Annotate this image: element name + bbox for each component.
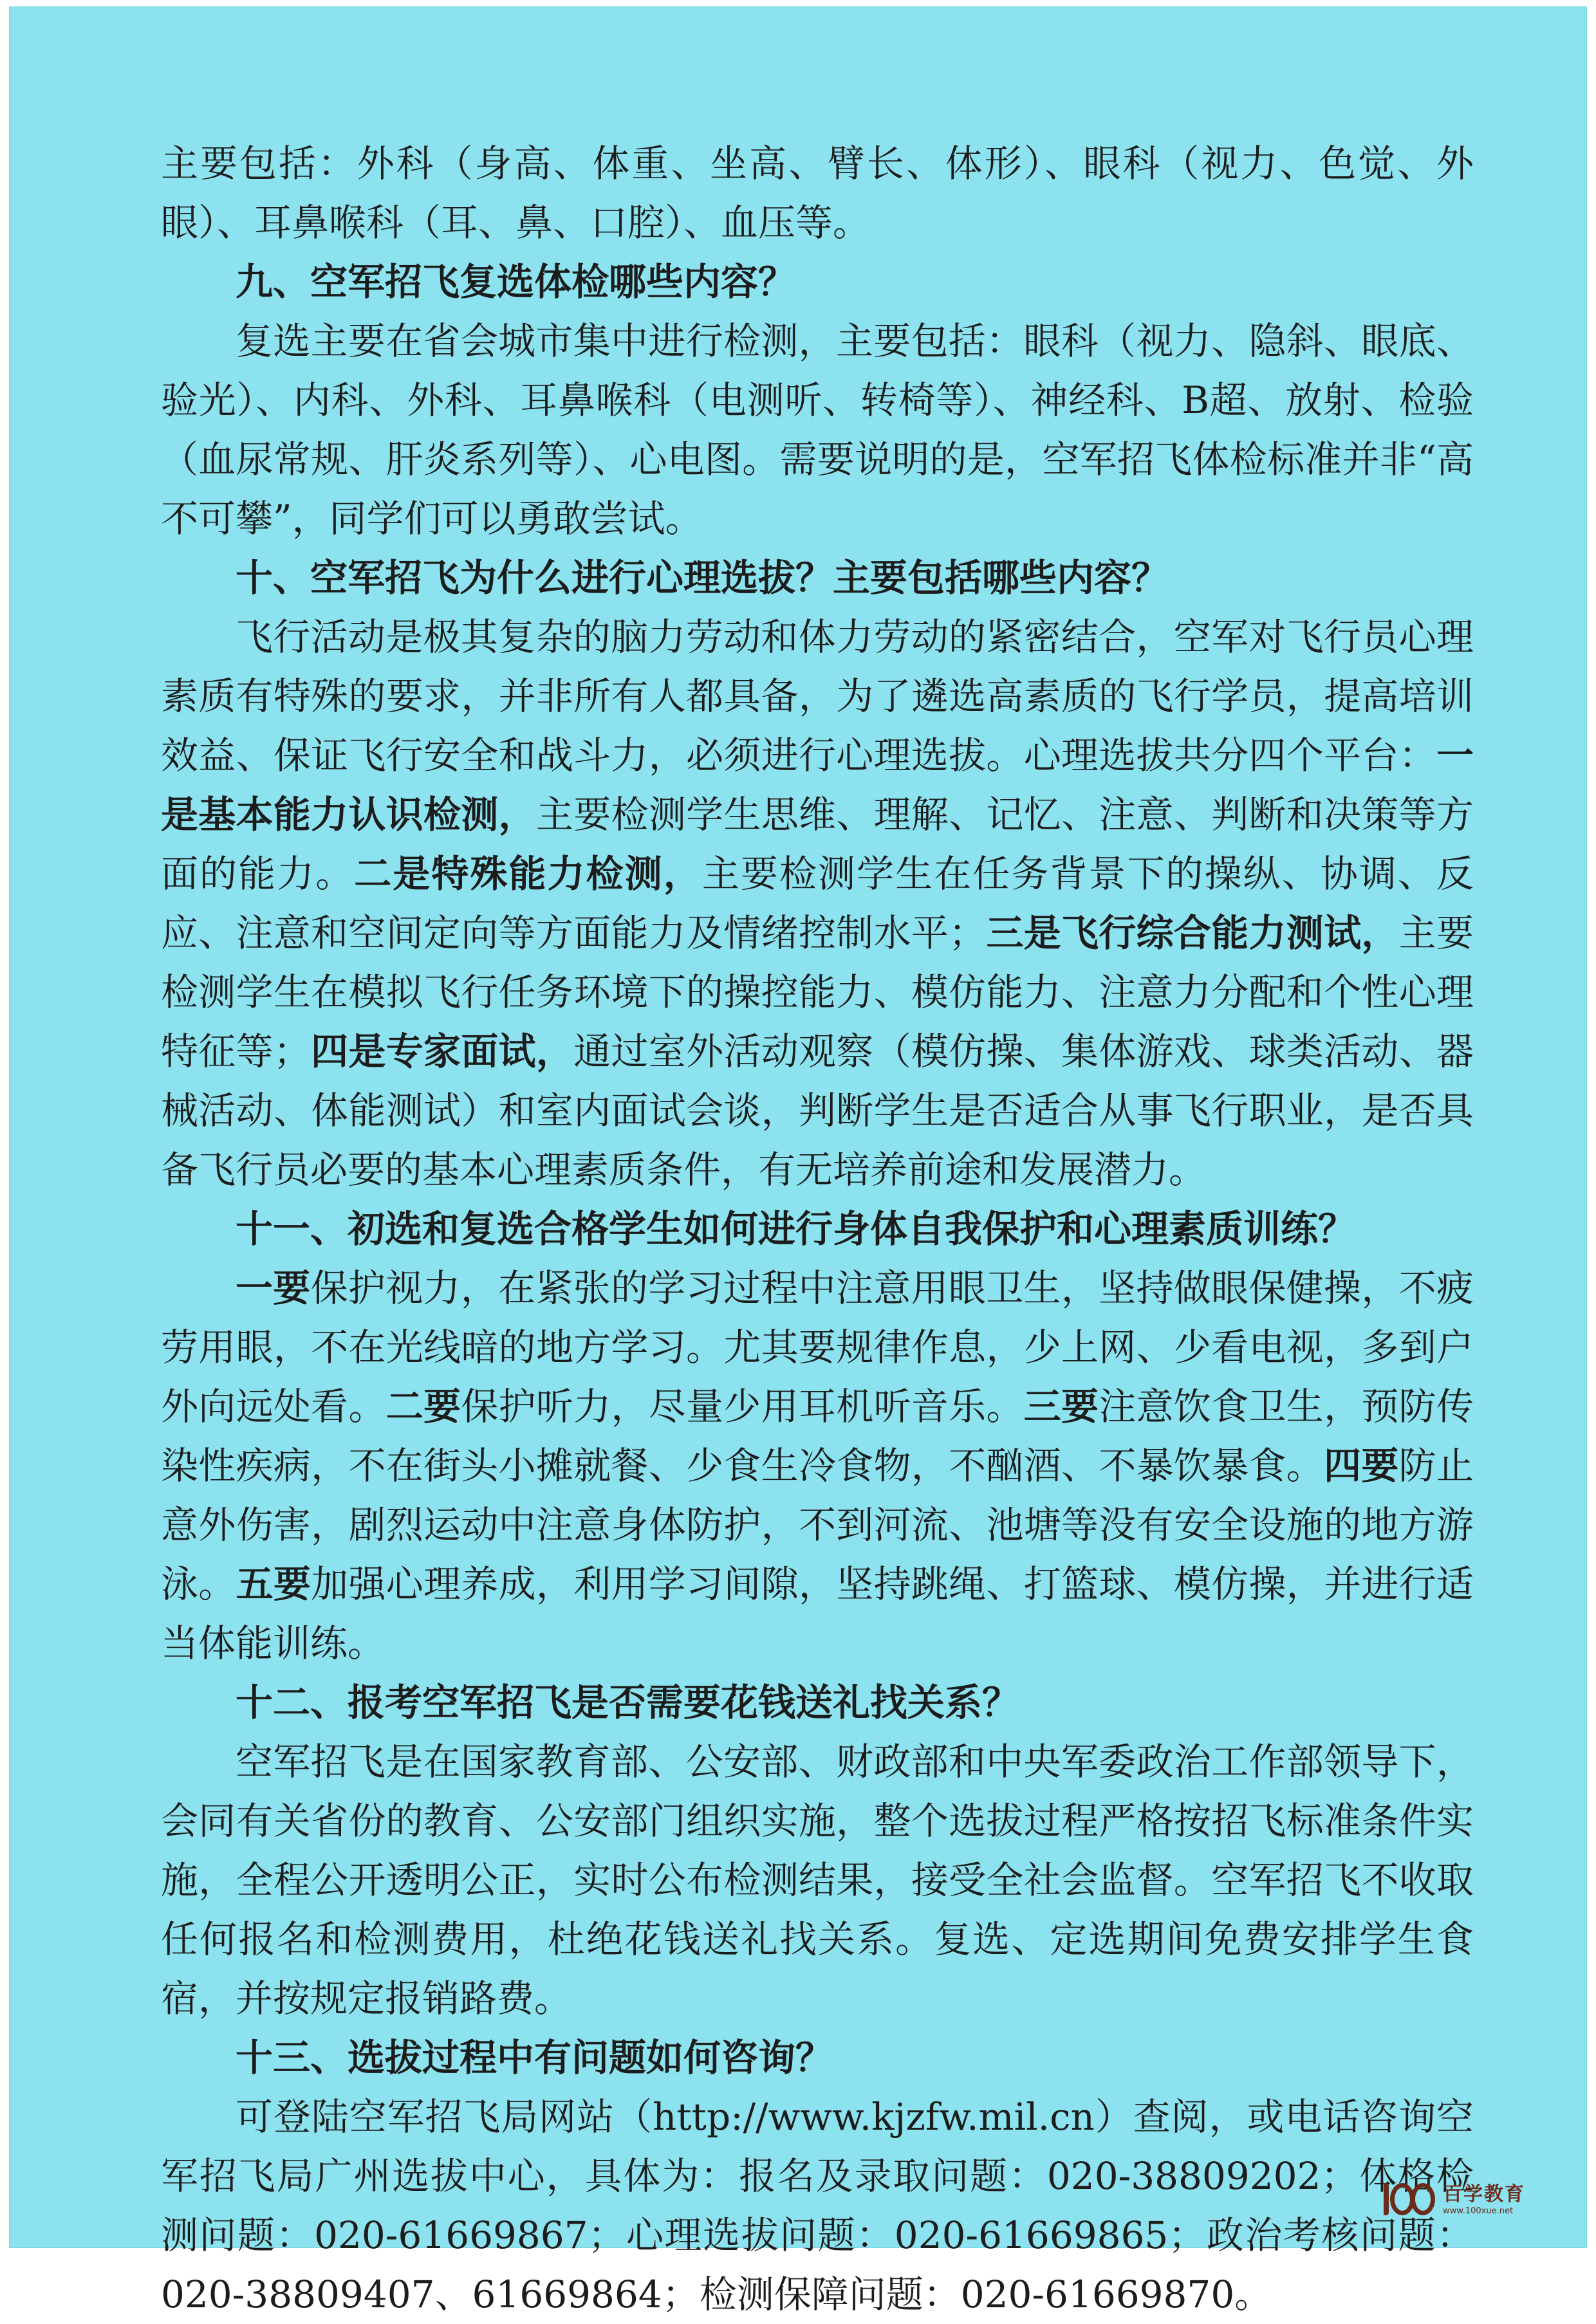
text-run: 可登陆空军招飞局网站（http://www.kjzfw.mil.cn）查阅，或电话咨询空军招飞局广州选拔中心，具体为：报名及录取问题：020-38809202；体格检测问题：020-61669867；心理选拔问题：020-61669865；政治考核问题：020-38809407、61669864；检测保障问题：020-61669870。 xyxy=(161,2095,1474,2316)
logo-100-icon xyxy=(1375,2179,1436,2220)
section-heading: 十、空军招飞为什么进行心理选拔？主要包括哪些内容？ xyxy=(236,556,1169,600)
section-heading: 九、空军招飞复选体检哪些内容？ xyxy=(236,260,796,304)
document-page xyxy=(9,6,1587,2316)
text-run: 防止意外伤害，剧烈运动中注意身体防护，不到河流、池塘等没有安全设施的地方游泳。 xyxy=(161,1444,1474,1606)
text-run: 复选主要在省会城市集中进行检测，主要包括：眼科（视力、隐斜、眼底、验光）、内科、外科、耳鼻喉科（电测听、转椅等）、神经科、B超、放射、检验（血尿常规、肝炎系列等）、心电图。需要说明的是，空军招飞体检标准并非“高不可攀”，同学们可以勇敢尝试。 xyxy=(161,319,1474,540)
text-run: 加强心理养成，利用学习间隙，坚持跳绳、打篮球、模仿操，并进行适当体能训练。 xyxy=(161,1562,1474,1665)
bold-phrase: 一是基本能力认识检测， xyxy=(161,733,1474,836)
bold-phrase: 五要 xyxy=(236,1562,311,1606)
text-run: 保护听力，尽量少用耳机听音乐。 xyxy=(461,1385,1024,1428)
section-heading: 十一、初选和复选合格学生如何进行身体自我保护和心理素质训练？ xyxy=(236,1207,1356,1251)
text-run: 主要包括：外科（身高、体重、坐高、臂长、体形）、眼科（视力、色觉、外眼）、耳鼻喉科（耳、鼻、口腔）、血压等。 xyxy=(161,142,1474,244)
bold-phrase: 四是专家面试， xyxy=(310,1029,574,1073)
text-run: 主要检测学生思维、理解、记忆、注意、判断和决策等方面的能力。 xyxy=(161,793,1474,896)
text-run: 主要检测学生在任务背景下的操纵、协调、反应、注意和空间定向等方面能力及情绪控制水平； xyxy=(161,852,1474,955)
section-heading: 十二、报考空军招飞是否需要花钱送礼找关系？ xyxy=(236,1681,1020,1724)
text-run: 主要检测学生在模拟飞行任务环境下的操控能力、模仿能力、注意力分配和个性心理特征等； xyxy=(161,911,1474,1073)
paragraph xyxy=(161,2087,1474,2324)
text-run: 保护视力，在紧张的学习过程中注意用眼卫生，坚持做眼保健操，不疲劳用眼，不在光线暗的地方学习。尤其要规律作息，少上网、少看电视，多到户外向远处看。 xyxy=(161,1266,1474,1428)
bold-phrase: 四要 xyxy=(1324,1444,1399,1488)
watermark-logo xyxy=(1375,2177,1525,2222)
paragraph xyxy=(161,311,1474,548)
bold-phrase: 三是飞行综合能力测试， xyxy=(986,911,1399,955)
paragraph xyxy=(161,1732,1474,2028)
logo-url: www.100xue.net xyxy=(1443,2206,1514,2216)
paragraph xyxy=(161,134,1474,252)
text-run: 通过室外活动观察（模仿操、集体游戏、球类活动、器械活动、体能测试）和室内面试会谈，判断学生是否适合从事飞行职业，是否具备飞行员必要的基本心理素质条件，有无培养前途和发展潜力。 xyxy=(161,1029,1474,1192)
logo-name: 百学教育 xyxy=(1443,2182,1525,2206)
document-body xyxy=(161,134,1474,2324)
text-run: 飞行活动是极其复杂的脑力劳动和体力劳动的紧密结合，空军对飞行员心理素质有特殊的要求，并非所有人都具备，为了遴选高素质的飞行学员，提高培训效益、保证飞行安全和战斗力，必须进行心理选拔。心理选拔共分四个平台： xyxy=(161,615,1474,777)
bold-phrase: 二要 xyxy=(385,1385,461,1428)
text-run: 空军招飞是在国家教育部、公安部、财政部和中央军委政治工作部领导下，会同有关省份的教育、公安部门组织实施，整个选拔过程严格按招飞标准条件实施，全程公开透明公正，实时公布检测结果，接受全社会监督。空军招飞不收取任何报名和检测费用，杜绝花钱送礼找关系。复选、定选期间免费安排学生食宿，并按规定报销路费。 xyxy=(161,1740,1474,2020)
paragraph xyxy=(161,1259,1474,1673)
bold-phrase: 三要 xyxy=(1023,1385,1099,1428)
text-run: 注意饮食卫生，预防传染性疾病，不在街头小摊就餐、少食生冷食物，不酗酒、不暴饮暴食。 xyxy=(161,1385,1474,1488)
section-heading: 十三、选拔过程中有问题如何咨询？ xyxy=(236,2036,833,2080)
bold-phrase: 一要 xyxy=(236,1266,311,1310)
bold-phrase: 二是特殊能力检测， xyxy=(354,852,702,896)
paragraph xyxy=(161,607,1474,1199)
